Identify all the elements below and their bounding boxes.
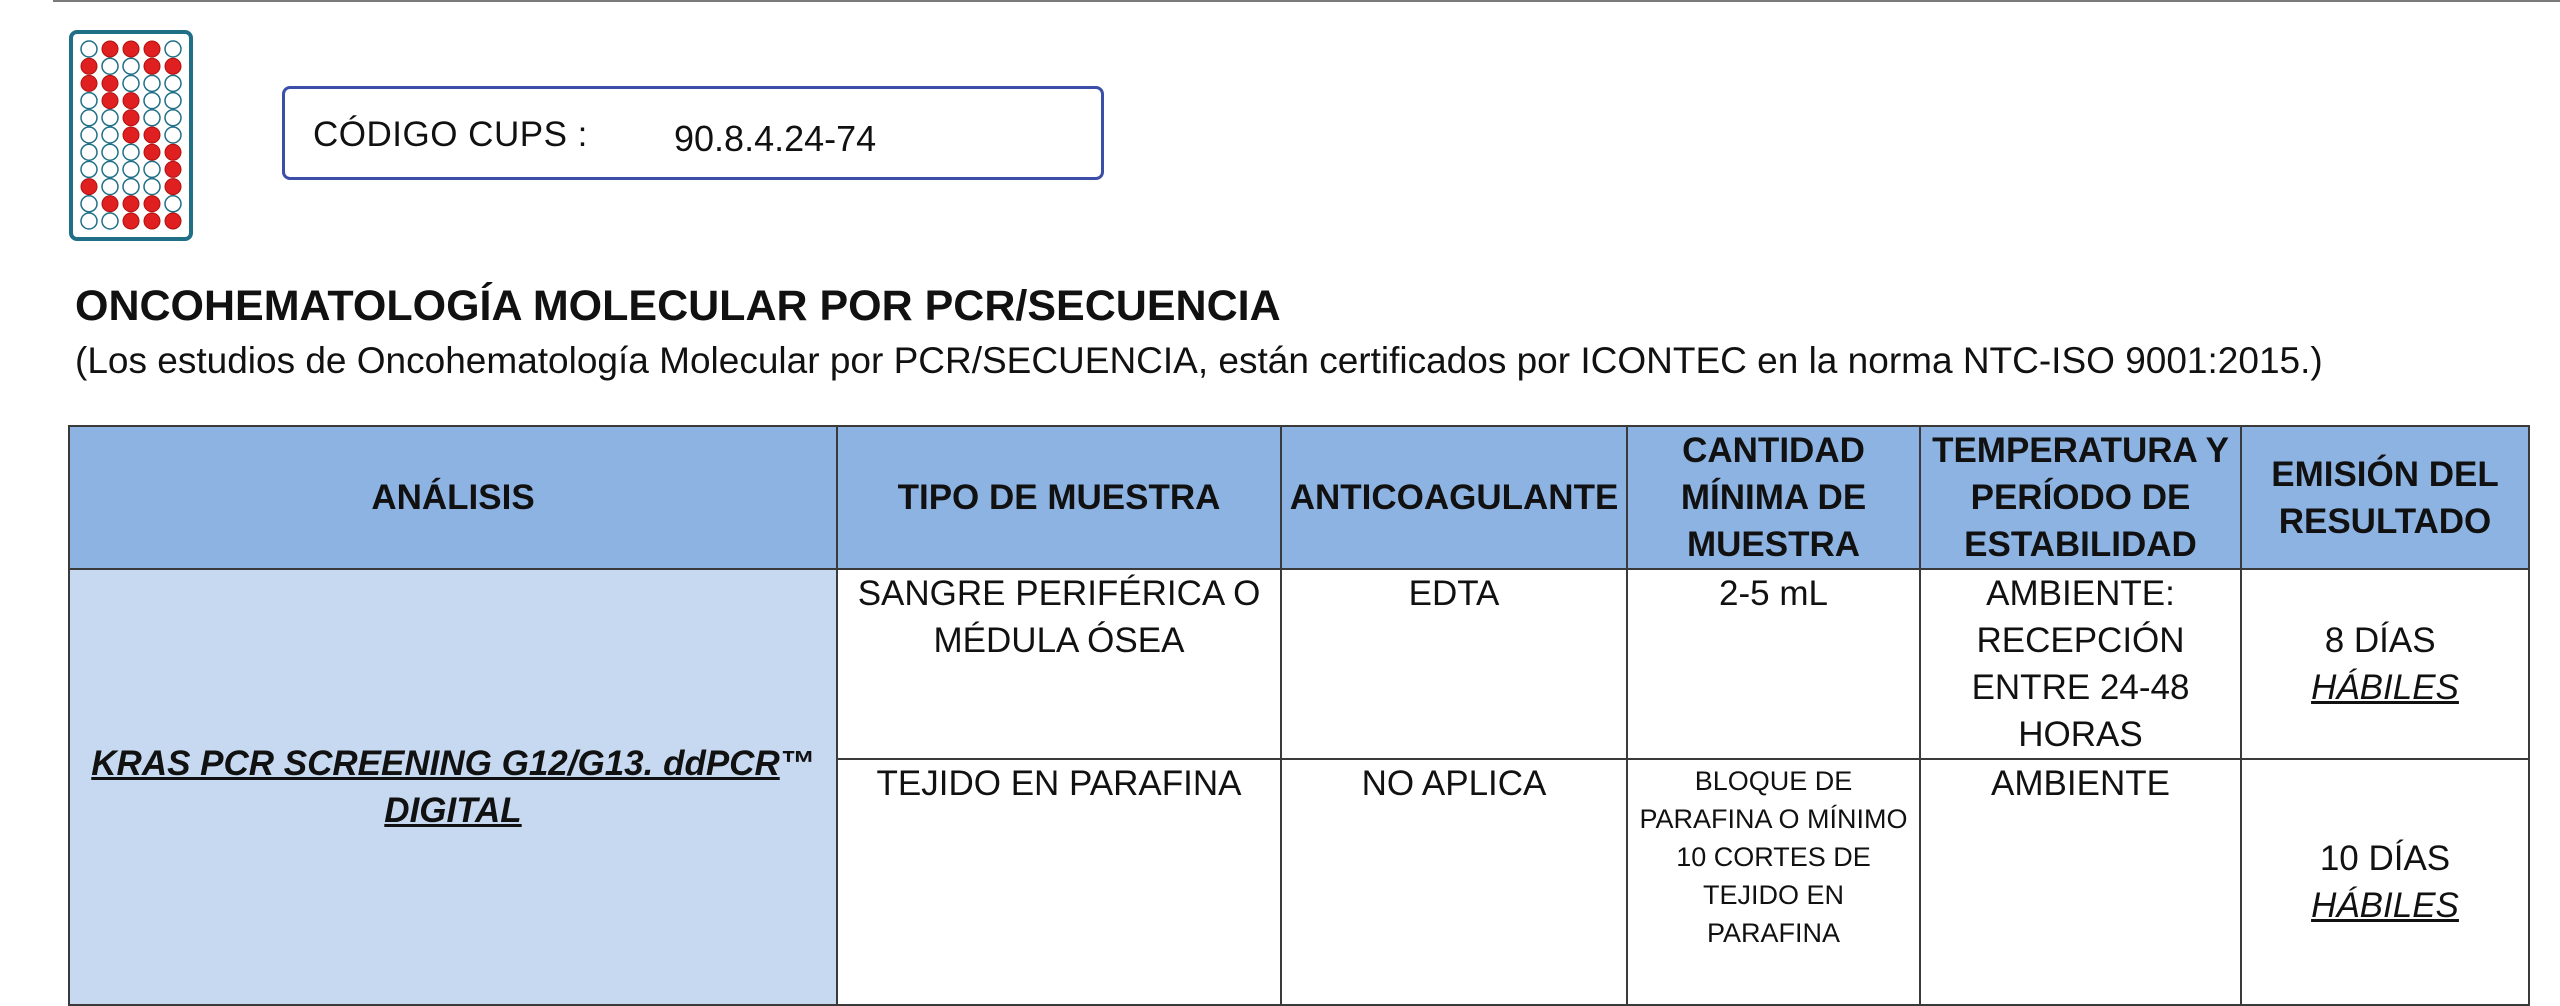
logo-dot (165, 58, 181, 74)
cups-code-box (282, 86, 1104, 180)
tipo-muestra-cell: TEJIDO EN PARAFINA (837, 759, 1281, 1005)
table-row (69, 569, 2529, 759)
logo-dot (102, 75, 118, 91)
logo-dot (123, 110, 139, 126)
logo-dot (144, 127, 160, 143)
logo-dot (81, 93, 97, 109)
analysis-table (68, 425, 2530, 1006)
logo-dot (165, 196, 181, 212)
logo-dot (165, 127, 181, 143)
logo-dot (102, 144, 118, 160)
logo-dot (165, 161, 181, 177)
dot-grid-s-logo-icon (69, 30, 193, 241)
emision-cell (2241, 569, 2529, 759)
table-header-row (69, 426, 2529, 569)
logo-dot (144, 93, 160, 109)
trademark-symbol: ™ (779, 744, 815, 783)
page-title: ONCOHEMATOLOGÍA MOLECULAR POR PCR/SECUENCIA (75, 282, 1281, 330)
logo-dot (102, 196, 118, 212)
logo-dot (123, 58, 139, 74)
logo-dot (123, 213, 139, 229)
header-anticoagulante: ANTICOAGULANTE (1281, 426, 1627, 569)
temperatura-cell: AMBIENTE: RECEPCIÓN ENTRE 24-48 HORAS (1920, 569, 2241, 759)
analysis-name: KRAS PCR SCREENING G12/G13. ddPCR (91, 744, 780, 783)
logo-dot (102, 110, 118, 126)
logo-dot (81, 161, 97, 177)
logo-dot (144, 144, 160, 160)
logo-dot (144, 213, 160, 229)
logo-dot (123, 196, 139, 212)
emision-habiles: HÁBILES (2311, 886, 2459, 925)
logo-dot (81, 58, 97, 74)
logo-dot (165, 213, 181, 229)
logo-dot (144, 196, 160, 212)
logo-dot (165, 41, 181, 57)
logo-dot (123, 75, 139, 91)
cantidad-cell: 2-5 mL (1627, 569, 1920, 759)
logo-dot (81, 179, 97, 195)
logo-dot (123, 144, 139, 160)
logo-dot (102, 93, 118, 109)
logo-dot (123, 179, 139, 195)
logo-dot (165, 93, 181, 109)
anticoagulante-cell: NO APLICA (1281, 759, 1627, 1005)
header-tipo-muestra: TIPO DE MUESTRA (837, 426, 1281, 569)
logo-dot (102, 41, 118, 57)
emision-cell (2241, 759, 2529, 1005)
temperatura-cell: AMBIENTE (1920, 759, 2241, 1005)
logo-dot (123, 127, 139, 143)
top-rule (53, 0, 2560, 2)
logo-dot (144, 110, 160, 126)
logo-dot (81, 110, 97, 126)
header-analisis: ANÁLISIS (69, 426, 837, 569)
logo-dot (144, 75, 160, 91)
analysis-name-line2: DIGITAL (384, 791, 522, 830)
anticoagulante-cell: EDTA (1281, 569, 1627, 759)
emision-days: 10 DÍAS (2319, 839, 2451, 878)
logo-dot (144, 179, 160, 195)
logo-dot (81, 196, 97, 212)
logo-dot (165, 144, 181, 160)
logo-dot (81, 213, 97, 229)
tipo-muestra-cell: SANGRE PERIFÉRICA O MÉDULA ÓSEA (837, 569, 1281, 759)
logo-dot (81, 75, 97, 91)
logo-dot (144, 41, 160, 57)
logo-dot (81, 127, 97, 143)
logo-dot (165, 179, 181, 195)
emision-habiles: HÁBILES (2311, 668, 2459, 707)
logo-dot (102, 127, 118, 143)
logo-dot (81, 41, 97, 57)
logo-dot (123, 161, 139, 177)
emision-days: 8 DÍAS (2324, 621, 2436, 660)
logo-dot (123, 41, 139, 57)
logo-dot (102, 179, 118, 195)
logo-dot (123, 93, 139, 109)
cups-label: CÓDIGO CUPS : (313, 115, 588, 154)
logo-dot (165, 110, 181, 126)
certification-note: (Los estudios de Oncohematología Molecular por PCR/SECUENCIA, están certificados por ICONTEC en la norma NTC-ISO 9001:2015.) (75, 340, 2323, 381)
header-cantidad: CANTIDAD MÍNIMA DE MUESTRA (1627, 426, 1920, 569)
logo-dot (81, 144, 97, 160)
logo-dot (165, 75, 181, 91)
header-temperatura: TEMPERATURA Y PERÍODO DE ESTABILIDAD (1920, 426, 2241, 569)
cantidad-cell: BLOQUE DE PARAFINA O MÍNIMO 10 CORTES DE TEJIDO EN PARAFINA (1627, 759, 1920, 1005)
cups-code: 90.8.4.24-74 (674, 118, 877, 159)
logo-dot (102, 58, 118, 74)
header-emision: EMISIÓN DEL RESULTADO (2241, 426, 2529, 569)
logo-dot (102, 161, 118, 177)
logo-dot (102, 213, 118, 229)
analysis-name-cell (69, 569, 837, 1005)
logo-dot (144, 161, 160, 177)
logo-dot (144, 58, 160, 74)
